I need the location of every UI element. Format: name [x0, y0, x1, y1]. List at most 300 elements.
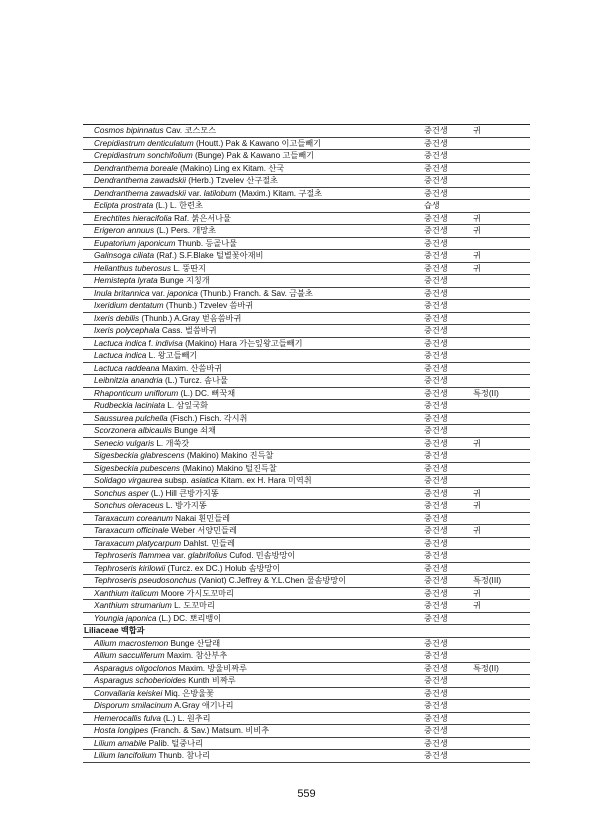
table-row	[83, 513, 530, 526]
taxon-name	[94, 288, 419, 300]
korean-name: 쇠채	[200, 426, 216, 435]
korean-name: 산씀바귀	[190, 363, 223, 373]
korean-name: 방울비짜루	[207, 663, 247, 673]
author-citation: (Makino) Hara	[185, 338, 237, 348]
taxon-name	[94, 413, 419, 425]
taxon-name	[94, 563, 419, 575]
habitat-type: 중건생	[424, 701, 448, 710]
scientific-name: Crepidiastrum sonchifolium	[94, 151, 193, 160]
author-citation: Dahlst.	[183, 538, 209, 548]
table-row	[83, 213, 530, 226]
habitat-type: 중건생	[424, 713, 448, 723]
taxon-name	[94, 600, 419, 612]
table-row	[83, 500, 530, 513]
infraspecific-epithet: latilobum	[203, 188, 237, 198]
habitat-type: 중건생	[424, 601, 448, 610]
author-citation: Thunb.	[158, 751, 184, 760]
status-label: 귀	[473, 601, 481, 610]
infraspecific-epithet: glabrifolius	[187, 551, 228, 560]
scientific-name: Ixeris polycephala	[94, 326, 160, 335]
table-row	[83, 313, 530, 326]
habitat-type: 중건생	[424, 288, 448, 298]
author-citation: Bunge	[170, 638, 195, 648]
table-row	[83, 738, 530, 751]
author-citation: (Thunb.) Franch. & Sav.	[200, 288, 287, 298]
table-row	[83, 425, 530, 438]
taxon-name	[94, 500, 419, 512]
table-row	[83, 675, 530, 688]
scientific-name: Sigesbeckia glabrescens	[94, 451, 185, 460]
korean-name: 털진득찰	[245, 463, 277, 473]
taxon-name	[94, 300, 419, 312]
status-label: 귀	[473, 263, 481, 273]
taxon-name	[94, 675, 419, 687]
taxon-name	[94, 688, 419, 700]
author-citation: (Herb.) Tzvelev	[188, 176, 245, 185]
korean-name: 도꼬마리	[183, 601, 215, 610]
scientific-name: Eclipta prostrata	[94, 201, 154, 210]
taxon-name	[94, 575, 419, 587]
korean-name: 개쑥갓	[165, 438, 190, 448]
scientific-name: Rhaponticum uniflorum	[94, 388, 179, 398]
taxon-name	[94, 225, 419, 237]
table-row	[83, 138, 530, 151]
table-row	[83, 238, 530, 251]
taxon-name	[94, 538, 419, 550]
scientific-name: Senecio vulgaris	[94, 438, 155, 448]
table-row	[83, 275, 530, 288]
rank-marker: var.	[188, 188, 202, 198]
status-label: 특정(II)	[473, 663, 499, 673]
table-row	[83, 163, 530, 176]
author-citation: (L.) DC.	[158, 613, 188, 623]
page-number: 559	[297, 788, 316, 800]
author-citation: (Fisch.) Fisch.	[170, 413, 222, 423]
scientific-name: Xanthium italicum	[94, 588, 159, 598]
author-citation: (Makino) Makino	[182, 463, 243, 473]
korean-name: 각시취	[223, 413, 248, 423]
korean-name: 벌씀바귀	[185, 326, 217, 335]
author-citation: (L.) Pers.	[156, 226, 191, 235]
taxon-name	[94, 488, 419, 500]
korean-name: 비짜루	[211, 676, 236, 685]
korean-name: 민솜방망이	[255, 551, 296, 560]
taxon-name	[94, 338, 419, 350]
habitat-type: 중건생	[424, 576, 448, 585]
habitat-type: 중건생	[424, 651, 448, 660]
taxon-name	[94, 638, 419, 650]
table-row	[83, 250, 530, 263]
scientific-name: Asparagus schoberioides	[94, 676, 186, 685]
habitat-type: 중건생	[424, 363, 448, 373]
korean-name: 서양민들레	[197, 526, 237, 535]
korean-name: 솜방망이	[248, 563, 281, 573]
habitat-type: 중건생	[424, 176, 448, 185]
author-citation: L.	[165, 501, 173, 510]
author-citation: (Houtt.) Pak & Kawano	[195, 138, 280, 148]
scientific-name: Convallaria keiskei	[94, 688, 163, 698]
habitat-type: 중건생	[424, 488, 448, 498]
habitat-type: 중건생	[424, 751, 448, 760]
author-citation: L.	[174, 601, 181, 610]
table-row	[83, 225, 530, 238]
habitat-type: 중건생	[424, 213, 448, 223]
author-citation: L.	[148, 351, 156, 360]
scientific-name: Lactuca indica	[94, 338, 147, 348]
korean-name: 솜나물	[204, 376, 228, 385]
author-citation: L.	[167, 401, 175, 410]
author-citation: (L.) DC.	[180, 388, 210, 398]
author-citation: (Makino) Ling ex Kitam.	[180, 163, 267, 173]
table-row	[83, 175, 530, 188]
habitat-type: 중건생	[424, 226, 448, 235]
scientific-name: Youngia japonica	[94, 613, 157, 623]
rank-marker: var.	[172, 551, 186, 560]
scientific-name: Disporum smilacinum	[94, 701, 173, 710]
scientific-name: Ixeridium dentatum	[94, 301, 164, 310]
scientific-name: Tephroseris flammea	[94, 551, 171, 560]
scientific-name: Dendranthema zawadskii	[94, 176, 186, 185]
habitat-type: 중건생	[424, 476, 448, 485]
scientific-name: Erechtites hieracifolia	[94, 213, 172, 223]
author-citation: Nakai	[175, 513, 197, 523]
table-row	[83, 338, 530, 351]
korean-name: 털별꽃아재비	[215, 251, 264, 260]
korean-name: 지칭개	[185, 276, 210, 285]
table-row	[83, 600, 530, 613]
habitat-type: 중건생	[424, 438, 448, 448]
habitat-type: 중건생	[424, 401, 448, 410]
table-row	[83, 200, 530, 213]
table-row	[83, 263, 530, 276]
author-citation: (Raf.) S.F.Blake	[156, 251, 214, 260]
habitat-type: 중건생	[424, 513, 448, 523]
family-name	[84, 625, 409, 637]
taxon-name	[94, 125, 419, 137]
scientific-name: Sonchus asper	[94, 488, 149, 498]
taxon-name	[94, 513, 419, 525]
habitat-type: 중건생	[424, 313, 448, 323]
scientific-name: Solidago virgaurea	[94, 476, 163, 485]
habitat-type: 중건생	[424, 388, 448, 398]
taxon-name	[94, 213, 419, 225]
status-label: 특정(II)	[473, 388, 499, 398]
habitat-type: 중건생	[424, 188, 448, 198]
status-label: 귀	[473, 226, 481, 235]
scientific-name: Taraxacum coreanum	[94, 513, 173, 523]
habitat-type: 중건생	[424, 688, 448, 698]
taxon-name	[94, 350, 419, 362]
author-citation: Cass.	[161, 326, 183, 335]
habitat-type: 중건생	[424, 351, 448, 360]
taxon-name	[94, 175, 419, 187]
taxon-name	[94, 588, 419, 600]
status-label: 귀	[473, 501, 481, 510]
korean-name: 뻐꾹채	[211, 388, 236, 398]
author-citation: Palib.	[148, 738, 170, 748]
scientific-name: Inula britannica	[94, 288, 150, 298]
habitat-type: 중건생	[424, 251, 448, 260]
author-citation: L.	[173, 263, 181, 273]
author-citation: L.	[156, 438, 164, 448]
scientific-name: Allium macrostemon	[94, 638, 169, 648]
taxon-name	[94, 375, 419, 387]
korean-name: 산국	[268, 163, 285, 173]
author-citation: (Makino) Makino	[186, 451, 248, 460]
korean-name: 원추리	[186, 713, 211, 723]
scientific-name: Hosta longipes	[94, 726, 149, 735]
scientific-name: Lactuca raddeana	[94, 363, 160, 373]
korean-name: 가시도꼬마리	[186, 588, 234, 598]
author-citation: (Thunb.) A.Gray	[141, 313, 200, 323]
table-row	[83, 725, 530, 738]
status-label: 특정(III)	[473, 576, 502, 585]
table-row	[83, 538, 530, 551]
author-citation: (L.) L.	[163, 713, 185, 723]
table-row	[83, 188, 530, 201]
table-row	[83, 463, 530, 476]
taxon-name	[94, 750, 419, 762]
scientific-name: Galinsoga ciliata	[94, 251, 155, 260]
taxon-name	[94, 150, 419, 162]
table-row	[83, 363, 530, 376]
author-citation: Thunb.	[177, 238, 204, 248]
taxon-name	[94, 400, 419, 412]
habitat-type: 중건생	[424, 463, 448, 473]
table-row	[83, 713, 530, 726]
habitat-type: 중건생	[424, 326, 448, 335]
table-row	[83, 325, 530, 338]
status-label: 귀	[473, 213, 481, 223]
table-row	[83, 750, 530, 763]
korean-name: 미역취	[287, 476, 312, 485]
taxon-name	[94, 313, 419, 325]
taxon-name	[94, 713, 419, 725]
family-label: Liliaceae 백합과	[84, 626, 145, 635]
author-citation: (L.) Hill	[150, 488, 177, 498]
author-citation: Cav.	[165, 126, 183, 135]
taxon-name	[94, 325, 419, 337]
table-row	[83, 638, 530, 651]
korean-name: 구절초	[298, 188, 323, 198]
taxon-name	[94, 263, 419, 275]
scientific-name: Hemerocallis fulva	[94, 713, 161, 723]
scientific-name: Erigeron annuus	[94, 226, 155, 235]
korean-name: 왕고들빼기	[157, 351, 198, 360]
scientific-name: Tephroseris pseudosonchus	[94, 576, 197, 585]
rank-marker: subsp.	[164, 476, 189, 485]
infraspecific-epithet: indivisa	[155, 338, 183, 348]
taxon-name	[94, 738, 419, 750]
table-row	[83, 563, 530, 576]
korean-name: 고들빼기	[282, 151, 315, 160]
scientific-name: Taraxacum officinale	[94, 526, 169, 535]
taxon-name	[94, 250, 419, 262]
scientific-name: Sonchus oleraceus	[94, 501, 164, 510]
scientific-name: Tephroseris kirilowii	[94, 563, 166, 573]
habitat-type: 중건생	[424, 426, 448, 435]
scientific-name: Sigesbeckia pubescens	[94, 463, 181, 473]
taxon-name	[94, 363, 419, 375]
scientific-name: Leibnitzia anandria	[94, 376, 163, 385]
table-row	[83, 400, 530, 413]
korean-name: 진득찰	[249, 451, 274, 460]
habitat-type: 중건생	[424, 301, 448, 310]
scientific-name: Taraxacum platycarpum	[94, 538, 182, 548]
status-label: 귀	[473, 126, 481, 135]
habitat-type: 중건생	[424, 726, 448, 735]
taxon-name	[94, 238, 419, 250]
table-row	[83, 700, 530, 713]
scientific-name: Rudbeckia laciniata	[94, 401, 166, 410]
scientific-name: Cosmos bipinnatus	[94, 126, 164, 135]
table-row	[83, 613, 530, 626]
korean-name: 씀바귀	[229, 301, 254, 310]
author-citation: (Thunb.) Tzvelev	[165, 301, 228, 310]
status-label: 귀	[473, 526, 481, 535]
habitat-type: 중건생	[424, 551, 448, 560]
korean-name: 붉은서나물	[191, 213, 231, 223]
scientific-name: Lilium amabile	[94, 738, 147, 748]
taxon-name	[94, 700, 419, 712]
table-row	[83, 388, 530, 401]
table-row	[83, 350, 530, 363]
author-citation: (Maxim.) Kitam.	[238, 188, 297, 198]
table-row	[83, 588, 530, 601]
habitat-type: 중건생	[424, 538, 448, 548]
status-label: 귀	[473, 588, 481, 598]
author-citation: (Bunge) Pak & Kawano	[195, 151, 281, 160]
author-citation: Kunth	[188, 676, 210, 685]
habitat-type: 중건생	[424, 338, 448, 348]
author-citation: Weber	[171, 526, 196, 535]
habitat-type: 중건생	[424, 501, 448, 510]
infraspecific-epithet: japonica	[167, 288, 198, 298]
scientific-name: Saussurea pulchella	[94, 413, 168, 423]
habitat-type: 중건생	[424, 676, 448, 685]
table-row	[83, 550, 530, 563]
author-citation: Kitam. ex H. Hara	[221, 476, 286, 485]
author-citation: (Franch. & Sav.) Matsum.	[150, 726, 244, 735]
korean-name: 털중나리	[171, 738, 204, 748]
korean-name: 산구절초	[246, 176, 278, 185]
table-row	[83, 150, 530, 163]
scientific-name: Scorzonera albicaulis	[94, 426, 172, 435]
scientific-name: Allium sacculiferum	[94, 651, 165, 660]
taxon-name	[94, 663, 419, 675]
korean-name: 등골나물	[205, 238, 238, 248]
habitat-type: 중건생	[424, 376, 448, 385]
scientific-name: Asparagus oligoclonos	[94, 663, 177, 673]
family-header-row	[83, 625, 530, 638]
korean-name: 방가지똥	[175, 501, 207, 510]
korean-name: 산달래	[196, 638, 221, 648]
author-citation: Maxim.	[178, 663, 206, 673]
scientific-name: Lilium lancifolium	[94, 751, 157, 760]
status-label: 귀	[473, 438, 481, 448]
scientific-name: Crepidiastrum denticulatum	[94, 138, 194, 148]
korean-name: 개망초	[192, 226, 217, 235]
korean-name: 애기나리	[201, 701, 234, 710]
scientific-name: Hemistepta lyrata	[94, 276, 158, 285]
scientific-name: Dendranthema zawadskii	[94, 188, 186, 198]
author-citation: Bunge	[160, 276, 184, 285]
korean-name: 가는잎왕고들빼기	[239, 338, 303, 348]
habitat-type: 중건생	[424, 151, 448, 160]
table-row	[83, 413, 530, 426]
taxon-name	[94, 463, 419, 475]
habitat-type: 중건생	[424, 563, 448, 573]
author-citation: A.Gray	[174, 701, 200, 710]
taxon-name	[94, 200, 419, 212]
table-row	[83, 525, 530, 538]
taxon-name	[94, 525, 419, 537]
author-citation: Cufod.	[229, 551, 254, 560]
scientific-name: Dendranthema boreale	[94, 163, 178, 173]
habitat-type: 중건생	[424, 126, 448, 135]
rank-marker: var.	[151, 288, 166, 298]
taxon-name	[94, 425, 419, 437]
taxon-name	[94, 475, 419, 487]
status-label: 귀	[473, 488, 481, 498]
habitat-type: 습생	[424, 201, 440, 210]
author-citation: Raf.	[174, 213, 190, 223]
korean-name: 코스모스	[184, 126, 217, 135]
table-row	[83, 475, 530, 488]
korean-name: 참산부추	[195, 651, 228, 660]
taxon-name	[94, 163, 419, 175]
scientific-name: Ixeris debilis	[94, 313, 140, 323]
table-row	[83, 663, 530, 676]
taxon-name	[94, 650, 419, 662]
author-citation: (Vaniot) C.Jeffrey & Y.L.Chen	[198, 576, 305, 585]
korean-name: 한련초	[179, 201, 203, 210]
korean-name: 삼잎국화	[176, 401, 209, 410]
table-row	[83, 375, 530, 388]
habitat-type: 중건생	[424, 163, 448, 173]
taxon-name	[94, 188, 419, 200]
taxon-name	[94, 138, 419, 150]
taxon-name	[94, 550, 419, 562]
author-citation: Maxim.	[161, 363, 189, 373]
table-row	[83, 125, 530, 138]
author-citation: (L.) L.	[155, 201, 177, 210]
korean-name: 은방울꽃	[182, 688, 214, 698]
korean-name: 뽀리뱅이	[189, 613, 222, 623]
korean-name: 흰민들레	[198, 513, 231, 523]
taxon-name	[94, 725, 419, 737]
taxon-name	[94, 613, 419, 625]
table-row	[83, 650, 530, 663]
korean-name: 민들레	[211, 538, 235, 548]
author-citation: Moore	[160, 588, 185, 598]
habitat-type: 중건생	[424, 138, 448, 148]
table-row	[83, 575, 530, 588]
taxon-name	[94, 275, 419, 287]
table-row	[83, 288, 530, 301]
habitat-type: 중건생	[424, 638, 448, 648]
author-citation: (L.) Turcz.	[165, 376, 202, 385]
korean-name: 뚱딴지	[182, 263, 207, 273]
korean-name: 큰방가지똥	[179, 488, 219, 498]
table-row	[83, 438, 530, 451]
habitat-type: 중건생	[424, 588, 448, 598]
habitat-type: 중건생	[424, 238, 448, 248]
habitat-type: 중건생	[424, 263, 448, 273]
table-row	[83, 300, 530, 313]
author-citation: Miq.	[164, 688, 181, 698]
korean-name: 벋음씀바귀	[201, 313, 242, 323]
